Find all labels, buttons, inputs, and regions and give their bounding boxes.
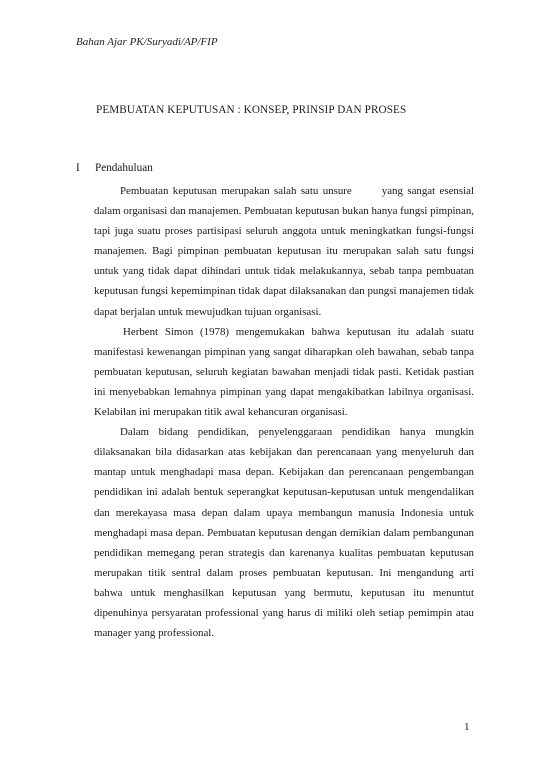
- paragraph-text: Herbent Simon (1978) mengemukakan bahwa keputusan itu adalah suatu manifestasi kewenangan pimpinan yang sangat diharapkan oleh bawahan, sebab tanpa pembuatan keputusan, seluruh kegiatan bawahan menjadi tidak pasti. Ketidak pastian ini menyebabkan lemahnya pimpinan yang dapat mengakibatkan labilnya organisasi. Kelabilan ini merupakan titik awal kehancuran organisasi.: [94, 325, 474, 419]
- section-number: I: [76, 162, 80, 174]
- paragraph-text: yang sangat esensial dalam organisasi dan manajemen. Pembuatan keputusan bukan hanya fungsi pimpinan, tapi juga suatu proses partisipasi seluruh anggota untuk meningkatkan fungsi-fungsi manajemen. Bagi pimpinan pembuatan keputusan itu merupakan salah satu fungsi untuk yang tidak dapat dihindari untuk tidak melakukannya, sebab tanpa pembuatan keputusan fungsi kepemimpinan tidak dapat dilaksanakan dan pungsi manajemen tidak dapat berjalan untuk mewujudkan tujuan organisasi.: [94, 185, 475, 318]
- paragraph: [94, 322, 474, 422]
- document-body: [94, 181, 474, 643]
- section-heading: Pendahuluan: [95, 162, 153, 174]
- paragraph-text: Pembuatan keputusan merupakan salah satu unsure: [120, 185, 352, 197]
- paragraph: [94, 422, 474, 643]
- document-title: PEMBUATAN KEPUTUSAN : KONSEP, PRINSIP DAN PROSES: [96, 104, 407, 116]
- running-header: Bahan Ajar PK/Suryadi/AP/FIP: [76, 36, 218, 48]
- paragraph-text: Dalam bidang pendidikan, penyelenggaraan pendidikan hanya mungkin dilaksanakan bila didasarkan atas kebijakan dan perencanaan yang menyeluruh dan mantap untuk menghadapi masa depan. Kebijakan dan perencanaan pengembangan pendidikan ini adalah bentuk seperangkat keputusan-keputusan untuk mengendalikan dan merekayasa masa depan dalam upaya membangun manusia Indonesia untuk menghadapi masa depan. Pembuatan keputusan dengan demikian dalam pembangunan pendidikan memegang peran strategis dan karenanya kualitas pembuatan keputusan merupakan titik sentral dalam proses pembuatan keputusan. Ini mengandung arti bahwa untuk menghasilkan keputusan yang bermutu, keputusan itu menuntut dipenuhinya persyaratan professional yang harus di miliki oleh setiap pemimpin atau manager yang professional.: [94, 426, 474, 640]
- paragraph: [94, 181, 474, 322]
- page-number: 1: [464, 721, 470, 733]
